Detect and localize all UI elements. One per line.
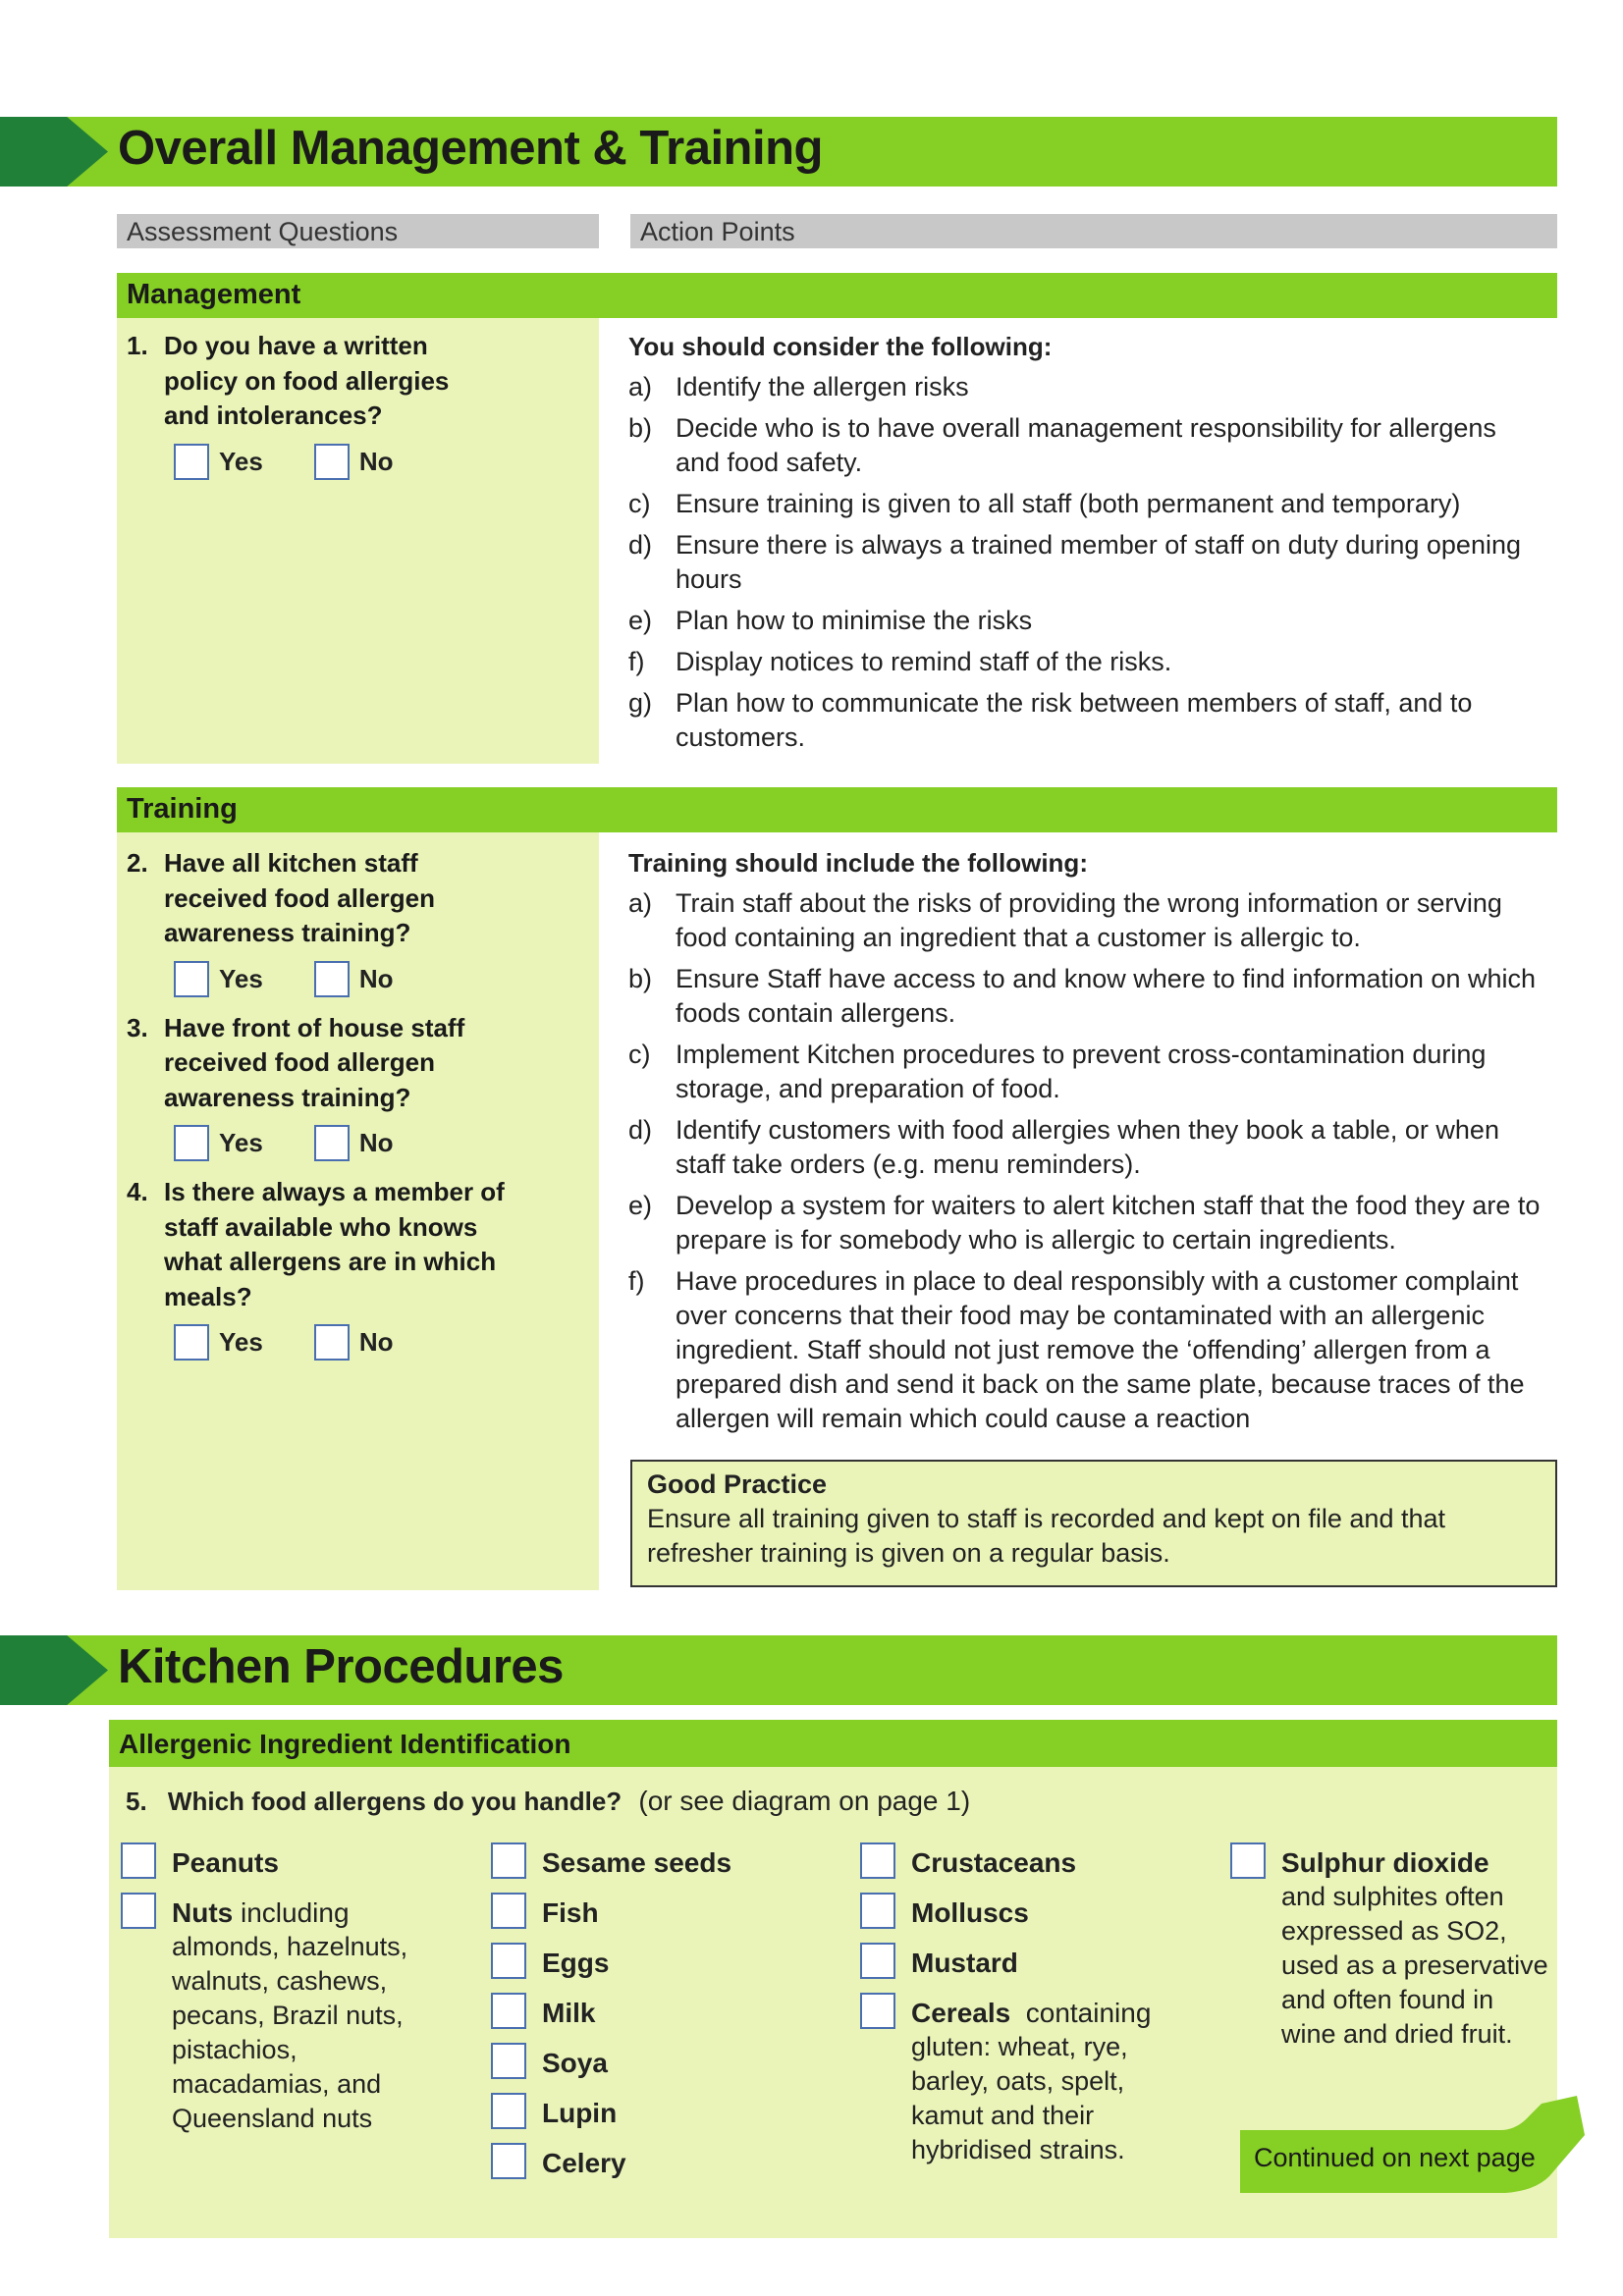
allergen-item <box>860 1896 1194 1930</box>
question-text: Have front of house staff received food allergen awareness training? <box>164 1012 465 1112</box>
allergen-description: almonds, hazelnuts, walnuts, cashews, pecans, Brazil nuts, pistachios, macadamias, and Queensland nuts <box>172 1932 408 2133</box>
allergen-checkbox[interactable] <box>491 1893 526 1929</box>
allergen-checkbox[interactable] <box>121 1842 156 1879</box>
management-heading: Management <box>117 273 1557 318</box>
allergen-item <box>491 1896 825 1930</box>
allergen-checkbox[interactable] <box>491 2143 526 2179</box>
item-letter: c) <box>628 1040 651 1069</box>
allergen-description: gluten: wheat, rye, barley, oats, spelt, kamut and their hybridised strains. <box>911 2032 1128 2164</box>
training-heading: Training <box>117 787 1557 832</box>
allergen-checkbox[interactable] <box>860 1993 895 2029</box>
continued-on-next-page-tab[interactable] <box>1240 2096 1594 2199</box>
allergen-column-3 <box>860 1845 1194 2183</box>
answer-options <box>174 444 599 480</box>
allergen-qualifier: including <box>233 1897 350 1928</box>
allergen-name: Lupin <box>542 2098 618 2128</box>
allergen-item <box>491 1996 825 2030</box>
item-text: Have procedures in place to deal responsibly with a customer complaint over concerns that their food may be contaminated with an allergenic ingredient. Staff should not just remove the ‘offending’ allergen from a prepared dish and send it back on the same plate, because traces of the allergen will remain which could cause a reaction <box>676 1266 1525 1433</box>
allergen-item <box>491 2046 825 2080</box>
column-header-actions: Action Points <box>630 214 1557 248</box>
question-text: Is there always a member of staff available who knows what allergens are in which meals? <box>164 1177 505 1311</box>
item-letter: e) <box>628 606 653 635</box>
allergen-name: Celery <box>542 2148 626 2178</box>
question-2 <box>117 846 599 951</box>
allergen-name: Crustaceans <box>911 1847 1077 1878</box>
item-letter: b) <box>628 413 653 443</box>
action-item <box>628 604 1532 638</box>
training-questions-panel <box>117 832 599 1590</box>
answer-options <box>174 1125 599 1161</box>
action-item <box>628 962 1542 1031</box>
question-5 <box>126 1784 970 1819</box>
item-text: Develop a system for waiters to alert kitchen staff that the food they are to prepare is for somebody who is allergic to certain ingredients. <box>676 1191 1541 1255</box>
item-text: Decide who is to have overall management responsibility for allergens and food safety. <box>676 413 1496 477</box>
allergen-item <box>491 1845 825 1880</box>
good-practice-text: Ensure all training given to staff is recorded and kept on file and that refresher training is given on a regular basis. <box>647 1504 1446 1568</box>
action-item <box>628 411 1532 480</box>
question-4 <box>117 1175 599 1314</box>
yes-checkbox[interactable] <box>174 1125 209 1161</box>
item-text: Ensure there is always a trained member of staff on duty during opening hours <box>676 530 1521 594</box>
allergen-checkbox[interactable] <box>860 1893 895 1929</box>
action-item <box>628 487 1532 521</box>
column-header-questions: Assessment Questions <box>117 214 599 248</box>
allergen-item <box>860 1996 1194 2167</box>
allergen-name: Eggs <box>542 1948 610 1978</box>
item-text: Display notices to remind staff of the risks. <box>676 647 1172 676</box>
question-number: 5. <box>126 1787 147 1816</box>
allergen-name: Soya <box>542 2048 608 2078</box>
allergen-checkbox[interactable] <box>1230 1842 1266 1879</box>
item-letter: d) <box>628 1115 653 1145</box>
allergen-item <box>491 2146 825 2180</box>
item-text: Ensure training is given to all staff (both permanent and temporary) <box>676 489 1461 518</box>
action-item <box>628 645 1532 679</box>
action-item <box>628 370 1532 404</box>
allergen-checkbox[interactable] <box>860 1943 895 1979</box>
yes-label: Yes <box>219 1327 263 1357</box>
action-item <box>628 1189 1542 1257</box>
item-letter: f) <box>628 1266 645 1296</box>
allergen-column-4 <box>1230 1845 1554 2052</box>
allergen-item <box>860 1845 1194 1880</box>
allergen-item <box>860 1946 1194 1980</box>
item-letter: c) <box>628 489 651 518</box>
question-note: (or see diagram on page 1) <box>638 1786 971 1816</box>
allergen-name: Mustard <box>911 1948 1018 1978</box>
allergen-item <box>491 1946 825 1980</box>
yes-checkbox[interactable] <box>174 1324 209 1361</box>
item-text: Train staff about the risks of providing the wrong information or serving food containing an ingredient that a customer is allergic to. <box>676 888 1502 952</box>
item-letter: a) <box>628 888 653 918</box>
question-number: 1. <box>127 331 148 360</box>
action-item <box>628 1113 1542 1182</box>
allergen-name: Fish <box>542 1897 599 1928</box>
action-heading: You should consider the following: <box>628 332 1053 361</box>
allergen-name: Molluscs <box>911 1897 1029 1928</box>
allergen-checkbox[interactable] <box>860 1842 895 1879</box>
management-questions-panel <box>117 318 599 764</box>
allergen-checkbox[interactable] <box>491 1842 526 1879</box>
item-text: Plan how to minimise the risks <box>676 606 1033 635</box>
section-banner-management-training <box>0 117 1557 187</box>
answer-options <box>174 961 599 997</box>
allergen-name: Peanuts <box>172 1847 279 1878</box>
item-letter: b) <box>628 964 653 993</box>
question-text: Do you have a written policy on food allergies and intolerances? <box>164 331 450 430</box>
management-action-points <box>628 330 1532 762</box>
question-text: Have all kitchen staff received food allergen awareness training? <box>164 848 435 947</box>
allergen-checkbox[interactable] <box>121 1893 156 1929</box>
action-item <box>628 1038 1542 1106</box>
no-label: No <box>358 1128 394 1157</box>
section-title: Overall Management & Training <box>118 122 823 175</box>
item-text: Implement Kitchen procedures to prevent cross-contamination during storage, and preparation of food. <box>676 1040 1487 1103</box>
question-text: Which food allergens do you handle? <box>167 1787 622 1816</box>
allergen-checkbox[interactable] <box>491 1993 526 2029</box>
action-item <box>628 1264 1542 1436</box>
good-practice-box <box>630 1460 1557 1587</box>
item-letter: g) <box>628 688 653 718</box>
action-item <box>628 686 1532 755</box>
yes-label: Yes <box>219 963 263 993</box>
allergen-name: Nuts <box>172 1897 234 1928</box>
question-number: 3. <box>127 1012 148 1042</box>
allergen-item-sulphur-dioxide <box>1230 1845 1554 1880</box>
no-checkbox[interactable] <box>314 444 350 480</box>
yes-label: Yes <box>219 446 263 476</box>
item-letter: e) <box>628 1191 653 1220</box>
action-heading: Training should include the following: <box>628 848 1088 878</box>
no-label: No <box>358 1327 394 1357</box>
yes-checkbox[interactable] <box>174 961 209 997</box>
item-text: Identify customers with food allergies when they book a table, or when staff take orders (e.g. menu reminders). <box>676 1115 1499 1179</box>
allergen-qualifier: containing <box>1010 1998 1152 2028</box>
allergen-item <box>121 1845 455 1880</box>
no-checkbox[interactable] <box>314 1324 350 1361</box>
item-text: Identify the allergen risks <box>676 372 969 401</box>
allergen-name: Sesame seeds <box>542 1847 732 1878</box>
arrow-icon <box>0 1635 108 1705</box>
item-letter: d) <box>628 530 653 560</box>
yes-label: Yes <box>219 1128 263 1157</box>
action-item <box>628 528 1532 597</box>
no-checkbox[interactable] <box>314 961 350 997</box>
allergen-name: Cereals <box>911 1998 1011 2028</box>
allergen-item <box>491 2096 825 2130</box>
yes-checkbox[interactable] <box>174 444 209 480</box>
item-letter: f) <box>628 647 645 676</box>
section-title: Kitchen Procedures <box>118 1640 564 1693</box>
good-practice-title: Good Practice <box>647 1469 828 1499</box>
allergen-checkbox[interactable] <box>491 2043 526 2079</box>
section-banner-kitchen-procedures <box>0 1635 1557 1705</box>
arrow-icon <box>0 117 108 187</box>
allergen-name: Sulphur dioxide <box>1281 1847 1489 1878</box>
allergen-checkbox[interactable] <box>491 1943 526 1979</box>
training-action-points <box>628 846 1542 1443</box>
item-text: Plan how to communicate the risk between members of staff, and to customers. <box>676 688 1473 752</box>
action-item <box>628 886 1542 955</box>
answer-options <box>174 1324 599 1361</box>
no-label: No <box>358 963 394 993</box>
allergen-name: Milk <box>542 1998 596 2028</box>
allergen-checkbox[interactable] <box>491 2093 526 2129</box>
allergen-description: and sulphites often expressed as SO2, used as a preservative and often found in wine and dried fruit. <box>1281 1882 1548 2049</box>
no-checkbox[interactable] <box>314 1125 350 1161</box>
question-3 <box>117 1011 599 1116</box>
question-1 <box>117 329 599 434</box>
question-number: 4. <box>127 1177 148 1206</box>
allergen-column-1 <box>121 1845 455 2152</box>
item-letter: a) <box>628 372 653 401</box>
allergen-column-2 <box>491 1845 825 2196</box>
continued-label: Continued on next page <box>1254 2143 1536 2172</box>
question-number: 2. <box>127 848 148 878</box>
allergen-item <box>121 1896 455 2136</box>
allergen-identification-heading: Allergenic Ingredient Identification <box>109 1720 1557 1767</box>
item-text: Ensure Staff have access to and know where to find information on which foods contain allergens. <box>676 964 1536 1028</box>
no-label: No <box>358 446 394 476</box>
